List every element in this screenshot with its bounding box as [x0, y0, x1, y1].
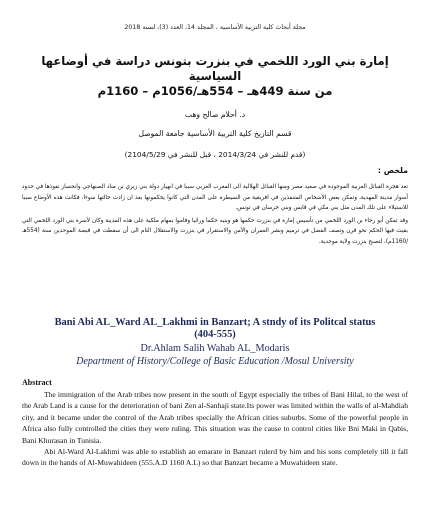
english-abstract-paragraph-2: Abi Al-Ward Al-Lakhmi was able to establish an emarate in Banzart rulerd by him and his sons completely till it fall down in the hands of Al-Muwahideen (555.A.D 1160 A.L) so that Banzart became a Muwahideen state.: [22, 447, 408, 468]
english-title: [20, 317, 410, 341]
english-title-line-2: (404-555): [194, 329, 236, 340]
english-abstract-label: Abstract: [22, 378, 52, 387]
journal-header: مجلة أبحاث كلية التربية الأساسية ، المجلد 14، العدد (3)، لسنة 2018: [124, 24, 306, 31]
arabic-title-line-2: من سنة 449هـ – 554هـ/1056م – 1160م: [97, 84, 333, 98]
arabic-author-name: د. أحلام صالح وهب: [184, 110, 246, 119]
arabic-abstract-paragraph-2: وقد تمكن أبو رجاء بن الورد اللخمي من تأسيس إمارة في بنزرت حكمها هو وبنيه حكما وراثيا وقاموا بمهام ملكية على هذه المدينة وكان لأسرة بني الورد اللخمي التي بقيت فيها الحكم نحو قرن ونصف الفضل في ترميم ونشر العمران والأمن والاستقرار في بنزرت والاستقلال التام الى أن سقطت في قبضة الموحدين سنة (554هـ /1160م)، لتصبح بنزرت ولاية موحدية.: [22, 217, 408, 245]
english-abstract: [22, 389, 408, 469]
arabic-title-line-1: إمارة بني الورد اللخمي في بنزرت بتونس دراسة في أوضاعها السياسية: [41, 54, 389, 83]
english-abstract-paragraph-1: The immigration of the Arab tribes now present in the south of Egypt especially the tribes of Bani Hilal, to the west of the Arab Land is a cause for the deterioration of bani Zen al-Sanhaji state.Its power was limited within the walls of al-Mahdiah city, and it became under the control of the Arab tribes specially the African cities suburbs. Some of the powerful people in Africa also fully controlled the cities they were ruling. This situation was the cause to control cities like Bni Maki in Qabis, Bani Khurasan in Tunisia.: [22, 390, 408, 445]
english-department: Department of History/College of Basic Education /Mosul University: [76, 356, 354, 367]
arabic-author-affiliation: قسم التاريخ كلية التربية الأساسية جامعة الموصل: [138, 129, 292, 138]
arabic-title: [40, 54, 390, 99]
arabic-abstract: [22, 182, 408, 248]
english-author: Dr.Ahlam Salih Wahab AL_Modaris: [140, 343, 290, 354]
arabic-received-dates: (قدم للنشر في 2014/3/24 ، قبل للنشر في 2104/5/29): [124, 150, 306, 159]
english-title-line-1: Bani Abi AL_Ward AL_Lakhmi in Banzart; A stndy of its Politcal status: [54, 317, 376, 328]
arabic-abstract-label: ملخص :: [377, 166, 408, 175]
arabic-author-block: [60, 109, 370, 139]
arabic-abstract-paragraph-1: تعد هجرة القبائل العربية الموجودة في صعيد مصر ومنها القبائل الهلالية الى المغرب العربي سببا في انهيار دولة بني زيري بن مناد الصنهاجي وانحسار نفوذها في حدود أسوار مدينة المهدية، وتمكن بعض الأشخاص المتنفذين في افريقية من السيطرة على المدن التي كانوا يحكمونها بعد ان زادت حالتها سوءا، فكانت هذه الأوضاع سببا للاستيلاء على تلك المدن مثل بني مكي في قابس وبني خرسان في تونس.: [22, 184, 408, 212]
